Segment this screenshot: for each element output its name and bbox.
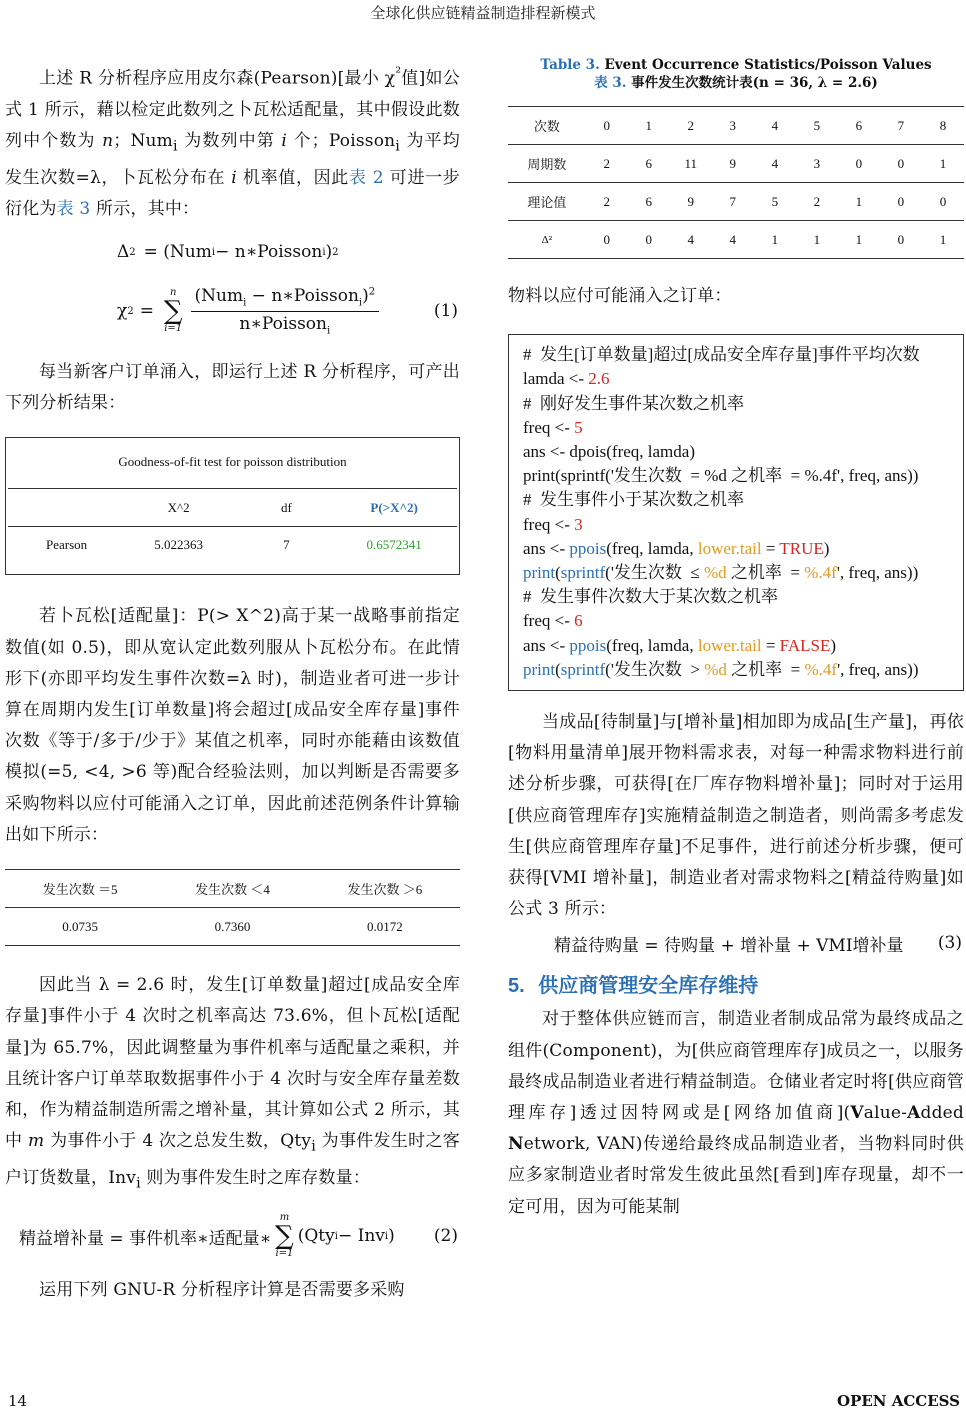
code-line <box>523 440 949 464</box>
code-token: print <box>523 659 556 679</box>
table-cell: 7 <box>897 117 905 133</box>
code-token: %.4f <box>804 563 837 583</box>
equation-number: (3) <box>937 933 962 954</box>
code-line <box>523 513 949 537</box>
table-cell: 1 <box>855 193 863 209</box>
code-token: = <box>761 635 780 655</box>
code-line <box>523 658 949 682</box>
right-column <box>508 56 964 1223</box>
summation: m ∑ i=1 <box>275 1212 294 1260</box>
table-cell: 2 <box>813 193 821 209</box>
code-token: ppois <box>569 538 607 558</box>
code-token: ppois <box>569 635 607 655</box>
gof-table: X^2 df P(>X^2) Pearson 5.022363 7 0.6572341 <box>8 488 457 563</box>
running-head: 全球化供应链精益制造排程新模式 <box>370 4 596 22</box>
page-number: 14 <box>8 1392 28 1410</box>
table-cell: 1 <box>939 231 947 247</box>
table-cell: 1 <box>645 117 652 133</box>
table-cell: 2 <box>603 155 610 171</box>
code-token: ans <- dpois(freq, lamda) <box>523 442 695 462</box>
code-token: # 发生事件次数大于某次数之机率 <box>523 587 778 607</box>
row-label: 周期数 <box>527 157 567 172</box>
section-heading: 5. 供应商管理安全库存维持 <box>508 975 759 998</box>
gof-p-value: 0.6572341 <box>366 537 422 553</box>
code-token: %d <box>703 563 727 583</box>
paragraph-lambda: 因此当 λ = 2.6 时，发生[订单数量]超过[成品安全库存量]事件小于 4 次时之机率高达 73.6%，但卜瓦松[适配量]为 65.7%，因此调整量为事件机率与适配量之乘积，并且统计客户订单萃取数据事件小于 4 次时与安全库存量差数和，作为精益制造所需之增补量，其计算如公式 2 所示，其中 m 为事件小于 4 次之总发生数，Qty$_i$ 为事件发生时之客户订货数量，Inv$_i$ 则为事件发生时之库存数量： <box>5 975 460 1192</box>
table-cell: 11 <box>684 155 698 171</box>
table-cell: 4 <box>687 231 695 247</box>
code-token: ) <box>823 538 830 558</box>
equation-3: 精益待购量 = 待购量 + 增补量 + VMI增补量 (3) <box>554 933 962 956</box>
paragraph-pearson: 上述 R 分析程序应用皮尔森(Pearson)[最小 $\chi^{^2}$值]如公式 1 所示，藉以检定此数列之卜瓦松适配量，其中假设此数列中个数为 n；Num$_i$ 为数列中第 i 个；Poisson$_i$ 为平均发生次数=λ，卜瓦松分布在 i 机率值，因此表 2 可进一步衍化为表 3 所示，其中： <box>5 65 460 219</box>
table-cell: 5 <box>813 117 821 133</box>
table-cell: 0 <box>603 117 610 133</box>
code-token: freq <- <box>523 611 575 631</box>
code-token: lower.tail <box>697 635 762 655</box>
code-line <box>523 634 949 658</box>
code-line <box>523 343 949 367</box>
probability-table: 发生次数 ＝5 发生次数 ＜4 发生次数 ＞6 0.0735 0.7360 0.0172 <box>5 869 460 946</box>
code-token: ', freq, ans)) <box>837 659 919 679</box>
code-line <box>523 561 949 585</box>
table-cell: 3 <box>729 117 737 133</box>
code-token: lamda <- <box>523 369 589 389</box>
left-column <box>5 52 460 1307</box>
r-code-box <box>508 334 964 691</box>
row-label: 理论值 <box>527 195 567 210</box>
equation-number: (1) <box>433 301 458 322</box>
code-token: ans <- <box>523 635 570 655</box>
table-cell: 5 <box>771 193 779 209</box>
table-row <box>508 221 964 259</box>
code-token: # 刚好发生事件某次数之机率 <box>523 393 744 413</box>
code-token: sprintf <box>560 659 606 679</box>
table-cell: 9 <box>729 155 737 171</box>
code-line <box>523 392 949 416</box>
table-cell: 6 <box>645 193 652 209</box>
code-line <box>523 464 949 488</box>
table-cell: 6 <box>855 117 863 133</box>
code-token: 之机率 = <box>726 659 805 679</box>
code-token: ) <box>830 635 837 655</box>
code-token: ('发生次数 ≤ <box>605 563 704 583</box>
code-token: ( <box>555 563 561 583</box>
code-token: 3 <box>574 514 583 534</box>
table-cell: 0 <box>855 155 863 171</box>
paragraph-supply-chain: 对于整体供应链而言，制造业者制成品常为最终成品之组件(Component)，为[供应商管理库存]成员之一，以服务最终成品制造业者进行精益制造。仓储业者定时将[供应商管理库存]透过因特网或是[网络加值商](Value-Added Network, VAN)传递给最终成品制造业者，当物料同时供应多家制造业者时常发生彼此虽然[看到]库存现量，却不一定可用，因为可能某制 <box>508 1009 964 1217</box>
code-token: ans <- <box>523 538 570 558</box>
table-cell: 8 <box>939 117 947 133</box>
code-token: ( <box>555 659 561 679</box>
equation-1: χ 2 = n ∑ i=1 $\frac{(Num_i - n∗Poisson_i)^2}{n∗Poisson_i}$ (1) <box>117 286 458 336</box>
table-row <box>508 107 964 145</box>
paragraph-adaptation: 若卜瓦松[适配量]：P(> X^2)高于某一战略事前指定数值(如 0.5)，即从宽认定此数列服从卜瓦松分布。在此情形下(亦即平均发生事件次数=λ 时)，制造业者可进一步计算在周期内发生[订单数量]将会超过[成品安全库存量]事件次数《等于/多于/少于》某值之机率，同时亦能藉由该数值模拟(=5, <4, >6 等)配合经验法则，加以判断是否需要多采购物料以应付可能涌入之订单，因此前述范例条件计算输出如下所示： <box>5 606 460 845</box>
code-token: sprintf <box>560 563 606 583</box>
goodness-of-fit-box <box>5 437 460 575</box>
table-3 <box>508 106 964 259</box>
table-3-link[interactable]: 表 3 <box>56 198 91 219</box>
table-row <box>508 183 964 221</box>
equation-2: 精益增补量 = 事件机率∗适配量∗ m ∑ i=1 (Qty i − Inv i ) (2) <box>19 1212 458 1260</box>
fraction: $\frac{(Num_i - n∗Poisson_i)^2}{n∗Poisson_i}$ <box>191 286 380 336</box>
table-row <box>508 145 964 183</box>
code-line <box>523 367 949 391</box>
open-access-label: OPEN ACCESS <box>837 1392 960 1410</box>
table-cell: 0 <box>897 155 905 171</box>
table-cell: 4 <box>771 155 779 171</box>
equation-delta: Δ 2 = (Num i − n∗Poisson i ) 2 <box>117 242 339 263</box>
table-cell: 0 <box>603 231 610 247</box>
code-token: %.4f <box>804 659 838 679</box>
code-token: ('发生次数 > <box>605 659 705 679</box>
code-token: (freq, lamda, <box>606 538 698 558</box>
table-cell: 2 <box>603 193 610 209</box>
code-token: # 发生事件小于某次数之机率 <box>523 490 744 510</box>
paragraph-analysis-intro: 每当新客户订单涌入，即运行上述 R 分析程序，可产出下列分析结果： <box>5 362 460 414</box>
table-cell: 0 <box>897 193 905 209</box>
table-cell: 1 <box>771 231 779 247</box>
code-token: freq <- <box>523 417 575 437</box>
code-token: %d <box>704 659 727 679</box>
code-line <box>523 537 949 561</box>
code-token: freq <- <box>523 514 575 534</box>
code-line <box>523 609 949 633</box>
table-cell: 0 <box>897 231 905 247</box>
table-cell: 1 <box>813 231 821 247</box>
code-token: lower.tail <box>697 538 762 558</box>
paragraph-gnu-r: 运用下列 GNU-R 分析程序计算是否需要多采购 <box>39 1280 405 1301</box>
code-line <box>523 585 949 609</box>
paragraph-materials: 物料以应付可能涌入之订单： <box>508 286 732 306</box>
table-cell: 6 <box>645 155 652 171</box>
code-token: 之机率 = <box>726 563 805 583</box>
code-token: ', freq, ans)) <box>836 563 919 583</box>
table-cell: 0 <box>645 231 652 247</box>
table-cell: 4 <box>729 231 737 247</box>
gof-p-header: P(>X^2) <box>370 499 418 515</box>
code-token: # 发生[订单数量]超过[成品安全库存量]事件平均次数 <box>523 345 920 365</box>
summation: n ∑ i=1 <box>163 287 183 335</box>
gof-title: Goodness-of-fit test for poisson distribution <box>118 454 347 470</box>
table-cell: 4 <box>771 117 779 133</box>
code-token: TRUE <box>779 538 824 558</box>
equation-number: (2) <box>433 1226 458 1247</box>
code-token: 2.6 <box>588 369 610 389</box>
table-2-link[interactable]: 表 2 <box>348 167 384 188</box>
row-label: Δ² <box>541 233 553 246</box>
row-label: 次数 <box>533 119 560 134</box>
table-cell: 2 <box>687 117 695 133</box>
table-cell: 1 <box>855 231 863 247</box>
code-line <box>523 416 949 440</box>
table-cell: 9 <box>687 193 695 209</box>
code-token: 6 <box>574 611 583 631</box>
table-cell: 3 <box>813 155 821 171</box>
code-token: print <box>523 563 556 583</box>
table-cell: 7 <box>729 193 737 209</box>
code-token: = <box>761 538 780 558</box>
table-3-caption: Table 3. Event Occurrence Statistics/Poisson Values 表 3. 事件发生次数统计表(n = 36, λ = 2.6) <box>540 57 932 91</box>
code-token: 5 <box>574 417 583 437</box>
table-cell: 0 <box>939 193 947 209</box>
paragraph-production: 当成品[待制量]与[增补量]相加即为成品[生产量]，再依[物料用量清单]展开物料需求表，对每一种需求物料进行前述分析步骤，可获得[在厂库存物料增补量]；同时对于运用[供应商管理库存]实施精益制造之制造者，则尚需多考虑发生[供应商管理库存量]不足事件，进行前述分析步骤，便可获得[VMI 增补量]，制造业者对需求物料之[精益待购量]如公式 3 所示： <box>508 712 964 920</box>
code-line <box>523 488 949 512</box>
code-token: (freq, lamda, <box>606 635 698 655</box>
code-token: print(sprintf('发生次数 = %d 之机率 = %.4f', freq, ans)) <box>523 466 919 486</box>
table-cell: 1 <box>939 155 947 171</box>
code-token: FALSE <box>779 635 831 655</box>
